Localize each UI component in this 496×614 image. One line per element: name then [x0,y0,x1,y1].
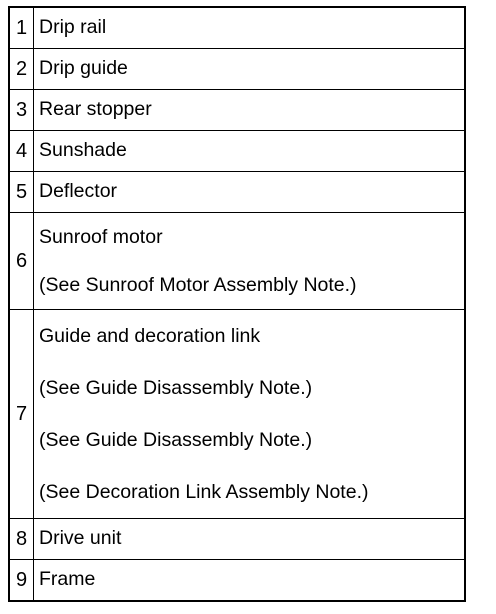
item-number: 3 [10,90,34,131]
item-label: Sunshade [34,131,465,172]
table-row [10,519,464,560]
item-number: 2 [10,49,34,90]
item-label: Frame [34,560,465,601]
item-label: Sunroof motor [39,226,163,248]
item-number: 1 [10,8,34,49]
parts-table [10,8,464,600]
item-label: Deflector [34,172,465,213]
table-row [10,560,464,601]
table-row [10,172,464,213]
item-note: (See Sunroof Motor Assembly Note.) [39,274,357,296]
item-note: (See Decoration Link Assembly Note.) [39,481,369,503]
item-label: Rear stopper [34,90,465,131]
item-number: 7 [10,310,34,519]
item-label: Drive unit [34,519,465,560]
item-note: (See Guide Disassembly Note.) [39,377,313,399]
parts-legend [8,6,466,602]
item-description [34,310,465,519]
item-number: 8 [10,519,34,560]
table-row [10,49,464,90]
item-number: 9 [10,560,34,601]
item-number: 5 [10,172,34,213]
table-row [10,131,464,172]
table-row [10,8,464,49]
table-row [10,213,464,310]
table-row [10,310,464,519]
item-note: (See Guide Disassembly Note.) [39,429,313,451]
item-label: Drip guide [34,49,465,90]
item-label: Drip rail [34,8,465,49]
table-row [10,90,464,131]
item-description [34,213,465,310]
item-number: 4 [10,131,34,172]
item-label: Guide and decoration link [39,325,261,347]
item-number: 6 [10,213,34,310]
